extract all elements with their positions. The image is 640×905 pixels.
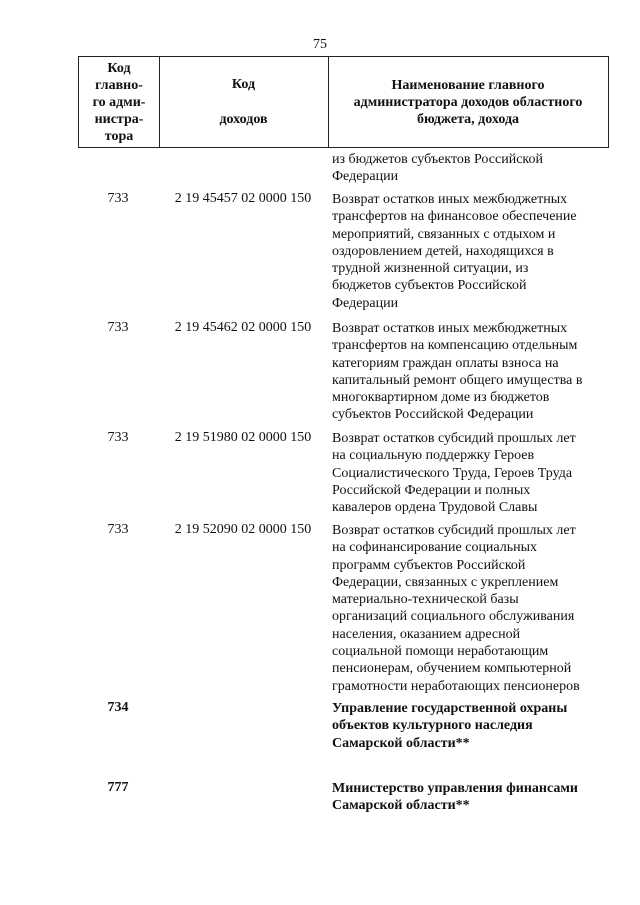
row-name: Управление государственной охраны объектов культурного наследия Самарской области**	[332, 701, 568, 751]
row-admin-code: 733	[107, 430, 129, 445]
header-income-code	[159, 57, 329, 147]
row-name: из бюджетов субъектов Российской Федерации	[332, 152, 543, 185]
header-income-code-line2: доходов	[219, 112, 268, 127]
row-name: Возврат остатков иных межбюджетных трансфертов на компенсацию отдельным категориям граждан оплаты взноса на капитальный ремонт общего имущества в многоквартирном доме из бюджетов субъектов Российской Федерации	[332, 321, 583, 423]
row-admin-code: 734	[107, 700, 129, 715]
row-income-code: 2 19 45462 02 0000 150	[174, 320, 312, 335]
header-name-text: Наименование главного администратора доходов областного бюджета, дохода	[353, 77, 583, 127]
header-name	[328, 57, 608, 147]
header-income-code-line1: Код	[231, 77, 256, 92]
table-header	[78, 56, 609, 148]
page-number: 75	[313, 37, 327, 52]
row-income-code: 2 19 52090 02 0000 150	[174, 522, 312, 537]
header-admin-code-text: Код главно- го адми- нистра- тора	[92, 60, 146, 144]
row-admin-code: 733	[107, 320, 129, 335]
row-income-code: 2 19 51980 02 0000 150	[174, 430, 312, 445]
header-admin-code	[79, 57, 160, 147]
row-name: Возврат остатков субсидий прошлых лет на софинансирование социальных программ субъектов Российской Федерации, связанных с укреплением материально-технической базы организаций социального обслуживания населения, оказанием адресной социальной помощи неработающим пенсионерам, обучением компьютерной грамотности неработающих пенсионеров	[332, 523, 580, 694]
row-admin-code: 777	[107, 780, 129, 795]
row-admin-code: 733	[107, 191, 129, 206]
row-name: Возврат остатков иных межбюджетных трансфертов на финансовое обеспечение мероприятий, связанных с отдыхом и оздоровлением детей, находящихся в трудной жизненной ситуации, из бюджетов субъектов Российской Федерации	[332, 192, 577, 311]
row-admin-code: 733	[107, 522, 129, 537]
row-income-code: 2 19 45457 02 0000 150	[174, 191, 312, 206]
row-name: Министерство управления финансами Самарской области**	[332, 781, 578, 814]
row-name: Возврат остатков субсидий прошлых лет на социальную поддержку Героев Социалистического Труда, Героев Труда Российской Федерации и полных кавалеров ордена Трудовой Славы	[332, 431, 576, 516]
